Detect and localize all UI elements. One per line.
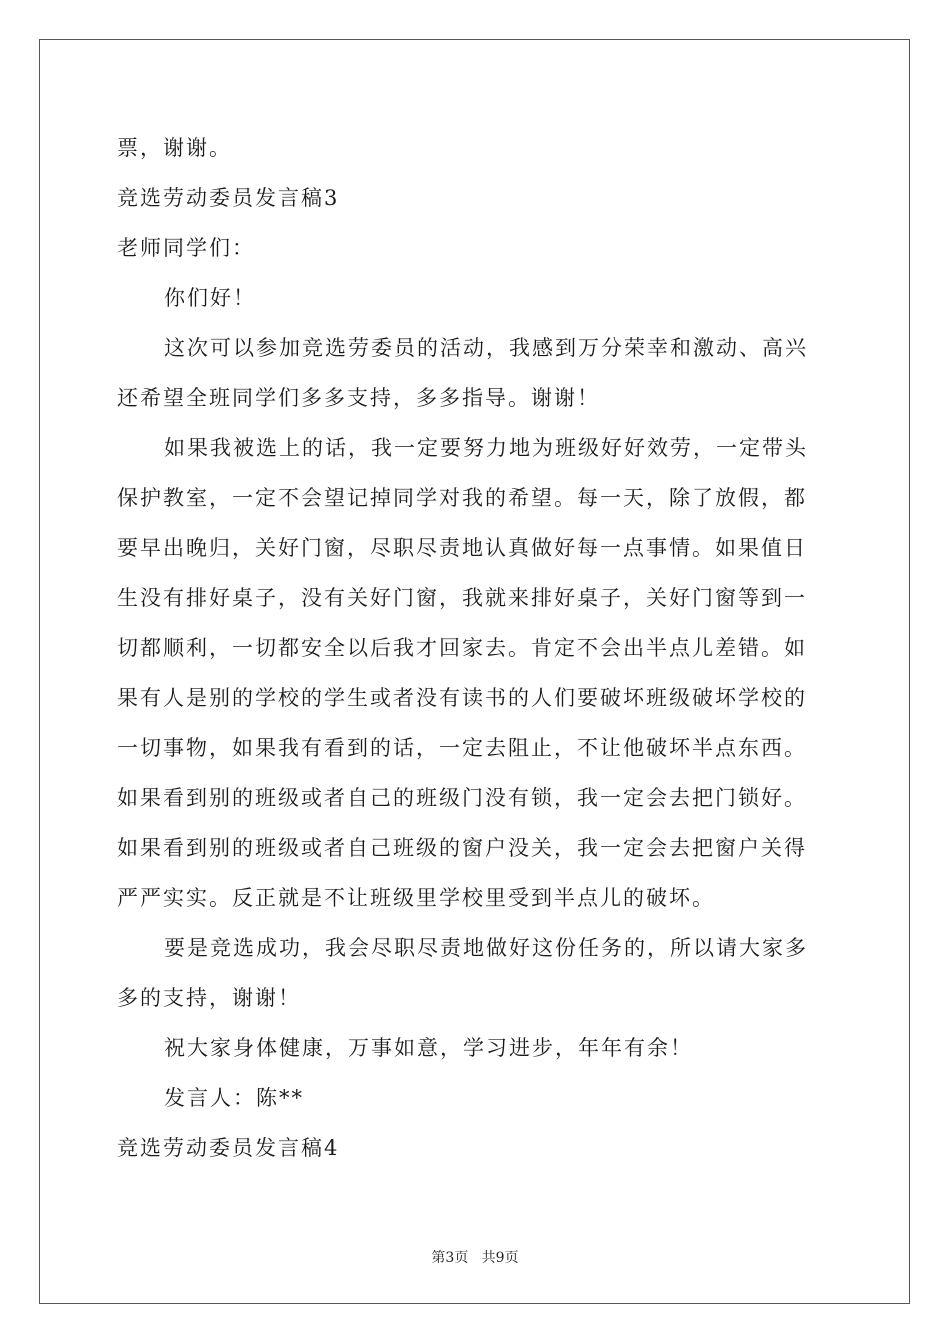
- salutation: 老师同学们：: [117, 236, 255, 260]
- paragraph-line: 如果看到别的班级或者自己的班级门没有锁，我一定会去把门锁好。: [117, 786, 807, 810]
- section-heading: 竞选劳动委员发言稿3: [117, 186, 340, 210]
- paragraph-line: 生没有排好桌子，没有关好门窗，我就来排好桌子，关好门窗等到一: [117, 586, 807, 610]
- paragraph-line: 要是竞选成功，我会尽职尽责地做好这份任务的，所以请大家多: [164, 936, 808, 960]
- paragraph-line: 还希望全班同学们多多支持，多多指导。谢谢！: [117, 386, 600, 410]
- paragraph-line: 保护教室，一定不会望记掉同学对我的希望。每一天，除了放假，都: [117, 486, 807, 510]
- page-frame: [39, 39, 910, 1304]
- section-heading: 竞选劳动委员发言稿4: [117, 1136, 340, 1160]
- paragraph-line: 如果我被选上的话，我一定要努力地为班级好好效劳，一定带头: [164, 436, 808, 460]
- page-number-footer: 第3页 共9页: [431, 1250, 519, 1266]
- signature-line: 发言人：陈**: [164, 1086, 304, 1110]
- paragraph-line: 要早出晚归，关好门窗，尽职尽责地认真做好每一点事情。如果值日: [117, 536, 807, 560]
- paragraph-line: 果有人是别的学校的学生或者没有读书的人们要破坏班级破坏学校的: [117, 686, 807, 710]
- text-line: 票，谢谢。: [117, 136, 232, 160]
- paragraph-line: 严严实实。反正就是不让班级里学校里受到半点儿的破坏。: [117, 886, 715, 910]
- paragraph-line: 如果看到别的班级或者自己班级的窗户没关，我一定会去把窗户关得: [117, 836, 807, 860]
- paragraph-line: 一切事物，如果我有看到的话，一定去阻止，不让他破坏半点东西。: [117, 736, 807, 760]
- paragraph-line: 祝大家身体健康，万事如意，学习进步，年年有余！: [164, 1036, 693, 1060]
- greeting: 你们好！: [164, 286, 256, 310]
- paragraph-line: 这次可以参加竞选劳委员的活动，我感到万分荣幸和激动、高兴: [164, 336, 808, 360]
- paragraph-line: 多的支持，谢谢！: [117, 986, 301, 1010]
- paragraph-line: 切都顺利，一切都安全以后我才回家去。肯定不会出半点儿差错。如: [117, 636, 807, 660]
